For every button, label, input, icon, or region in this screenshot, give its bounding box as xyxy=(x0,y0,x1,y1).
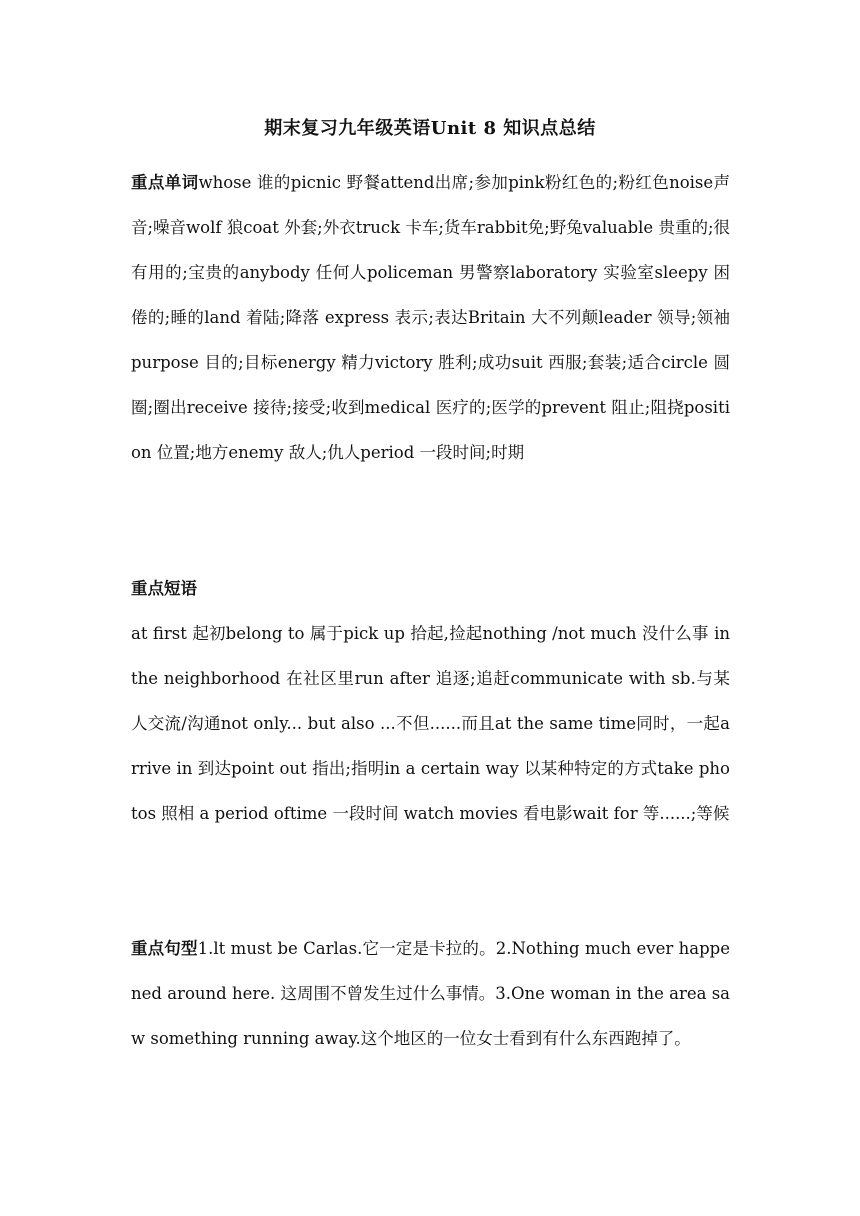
vocabulary-heading: 重点单词 xyxy=(131,173,199,192)
phrases-heading: 重点短语 xyxy=(131,579,197,598)
vocabulary-text: whose 谁的picnic 野餐attend出席;参加pink粉红色的;粉红色noise声音;噪音wolf 狼coat 外套;外衣truck 卡车;货车rabbit免;野兔valuable 贵重的;很有用的;宝贵的anybody 任何人policeman 男警察laboratory 实验室sleepy 困倦的;睡的land 着陆;降落 express 表示;表达Britain 大不列颠leader 领导;领袖purpose 目的;目标energy 精力victory 胜利;成功suit 西服;套装;适合circle 圆圈;圈出receive 接待;接受;收到medical 医疗的;医学的prevent 阻止;阻挠position 位置;地方enemy 敌人;仇人period 一段时间;时期 xyxy=(131,173,731,462)
phrases-text: at first 起初belong to 属于pick up 拾起,捡起nothing /not much 没什么事 in the neighborhood 在社区里run after 追逐;追赶communicate with sb.与某人交流/沟通not only... but also ...不但......而且at the same time同时，一起arrive in 到达point out 指出;指明in a certain way 以某种特定的方式take photos 照相 a period oftime 一段时间 watch movies 看电影wait for 等......;等候 xyxy=(131,624,730,823)
sentences-heading: 重点句型 xyxy=(131,939,198,958)
sentences-section xyxy=(131,926,730,1061)
vocabulary-section xyxy=(131,160,730,475)
sentences-text: 1.lt must be Carlas.它一定是卡拉的。2.Nothing much ever happened around here. 这周围不曾发生过什么事情。3.One woman in the area saw something running away.这个地区的一位女士看到有什么东西跑掉了。 xyxy=(131,939,731,1048)
page-title: 期末复习九年级英语Unit 8 知识点总结 xyxy=(264,118,596,139)
